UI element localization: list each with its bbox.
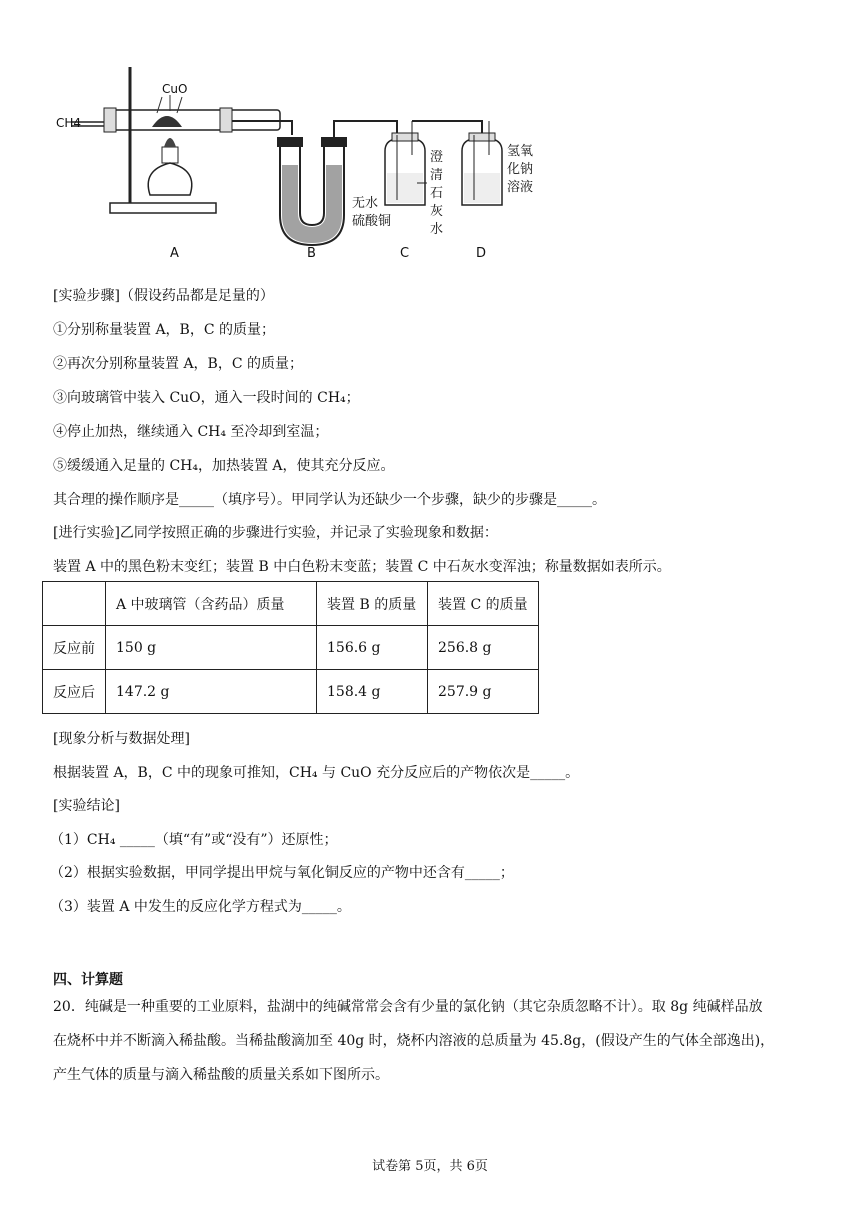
gas-label: CH4 — [56, 116, 82, 130]
conclusion-item-3: （3）装置 A 中发生的反应化学方程式为_____。 — [50, 899, 351, 915]
table-header-row — [43, 582, 539, 626]
table-cell: 反应后 — [43, 670, 106, 714]
page-footer: 试卷第 5页，共 6页 — [372, 1159, 488, 1174]
table-row — [43, 670, 539, 714]
c-text-1: 澄 — [430, 150, 444, 165]
question-line-3: 产生气体的质量与滴入稀盐酸的质量关系如下图所示。 — [53, 1067, 389, 1083]
device-d — [462, 121, 533, 205]
table-cell: 156.6 g — [317, 626, 428, 670]
conclusion-title: [实验结论] — [53, 798, 120, 814]
d-text-2: 化钠 — [507, 162, 534, 177]
experiment-title: [进行实验]乙同学按照正确的步骤进行实验，并记录了实验现象和数据： — [53, 525, 498, 541]
label-a: A — [170, 246, 179, 261]
apparatus-diagram — [52, 55, 552, 270]
step-5: ⑤缓缓通入足量的 CH₄，加热装置 A，使其充分反应。 — [53, 458, 395, 474]
table-row — [43, 626, 539, 670]
analysis-title: [现象分析与数据处理] — [53, 731, 190, 747]
steps-title: [实验步骤]（假设药品都是足量的） — [53, 288, 274, 304]
experiment-observation: 装置 A 中的黑色粉末变红；装置 B 中白色粉末变蓝；装置 C 中石灰水变浑浊；称量数据如表所示。 — [53, 559, 671, 575]
label-c: C — [400, 246, 410, 261]
c-text-4: 灰 — [430, 204, 444, 219]
table-header-cell: 装置 B 的质量 — [317, 582, 428, 626]
analysis-text: 根据装置 A，B，C 中的现象可推知，CH₄ 与 CuO 充分反应后的产物依次是_____。 — [53, 765, 580, 781]
question-line-2: 在烧杯中并不断滴入稀盐酸。当稀盐酸滴加至 40g 时，烧杯内溶液的总质量为 45.8g，(假设产生的气体全部逸出)， — [53, 1033, 775, 1049]
b-text-2: 硫酸铜 — [352, 214, 392, 229]
steps-question: 其合理的操作顺序是_____（填序号）。甲同学认为还缺少一个步骤，缺少的步骤是_____。 — [53, 492, 606, 508]
d-text-3: 溶液 — [507, 180, 534, 195]
question-line-1: 20．纯碱是一种重要的工业原料，盐湖中的纯碱常常会含有少量的氯化钠（其它杂质忽略不计）。取 8g 纯碱样品放 — [53, 999, 763, 1015]
data-table — [42, 581, 539, 714]
table-cell: 256.8 g — [428, 626, 539, 670]
step-1: ①分别称量装置 A，B，C 的质量； — [53, 322, 276, 338]
c-text-3: 石 — [430, 186, 444, 201]
device-a — [56, 67, 280, 213]
step-3: ③向玻璃管中装入 CuO，通入一段时间的 CH₄； — [53, 390, 360, 406]
table-cell: 150 g — [106, 626, 317, 670]
table-header-cell: A 中玻璃管（含药品）质量 — [106, 582, 317, 626]
b-text-1: 无水 — [352, 196, 379, 211]
conclusion-item-1: （1）CH₄ _____（填“有”或“没有”）还原性； — [50, 832, 338, 848]
label-d: D — [476, 246, 487, 261]
step-2: ②再次分别称量装置 A，B，C 的质量； — [53, 356, 304, 372]
section-title: 四、计算题 — [53, 972, 123, 988]
label-b: B — [307, 246, 316, 261]
step-4: ④停止加热，继续通入 CH₄ 至冷却到室温； — [53, 424, 329, 440]
table-cell: 158.4 g — [317, 670, 428, 714]
d-text-1: 氢氧 — [507, 144, 534, 159]
device-c — [385, 121, 443, 237]
table-header-cell — [43, 582, 106, 626]
c-text-5: 水 — [430, 222, 444, 237]
table-cell: 257.9 g — [428, 670, 539, 714]
table-cell: 147.2 g — [106, 670, 317, 714]
c-text-2: 清 — [430, 168, 444, 183]
table-cell: 反应前 — [43, 626, 106, 670]
conclusion-item-2: （2）根据实验数据，甲同学提出甲烷与氧化铜反应的产物中还含有_____； — [50, 865, 514, 881]
solid-label: CuO — [162, 82, 188, 96]
device-b — [277, 137, 391, 245]
table-header-cell: 装置 C 的质量 — [428, 582, 539, 626]
